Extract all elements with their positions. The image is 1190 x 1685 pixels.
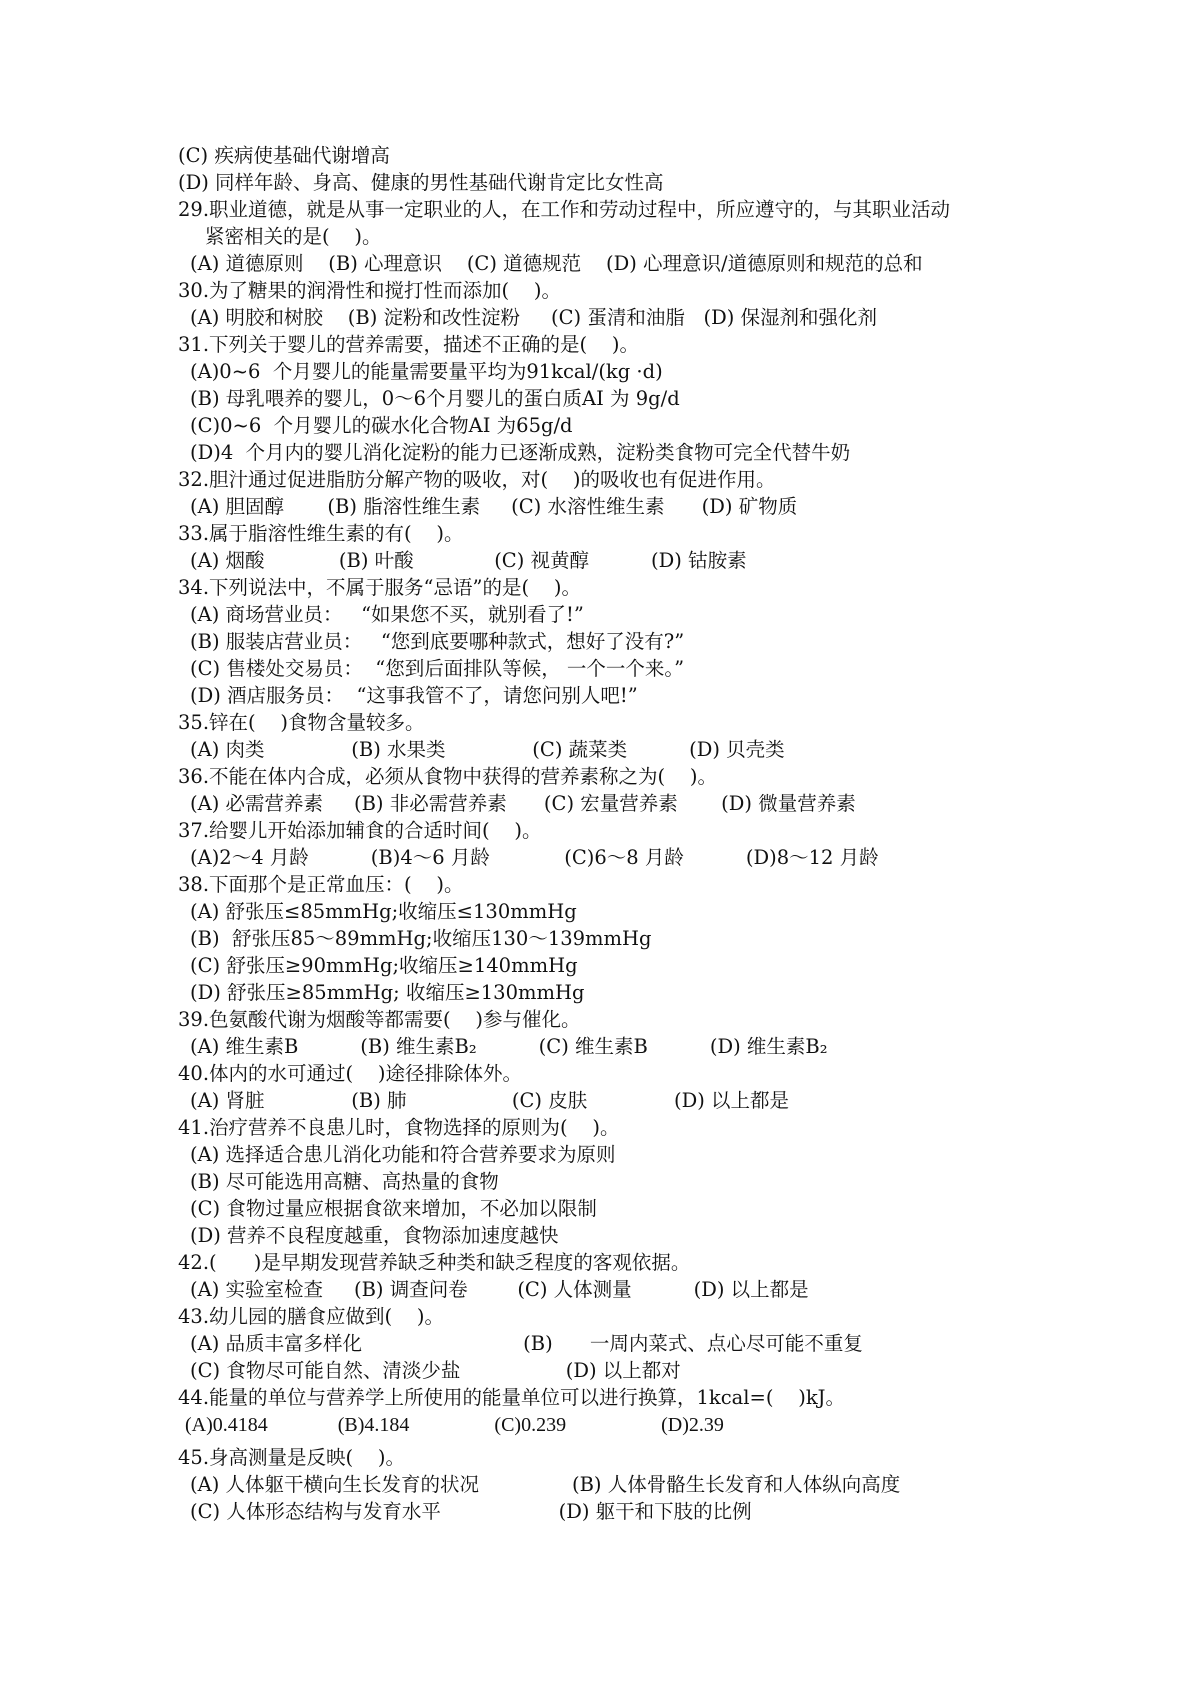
q39-options: (A) 维生素B (B) 维生素B₂ (C) 维生素B (D) 维生素B₂ <box>190 1035 828 1058</box>
q35-options: (A) 肉类 (B) 水果类 (C) 蔬菜类 (D) 贝壳类 <box>190 738 785 761</box>
q37-stem: 37.给婴儿开始添加辅食的合适时间( )。 <box>178 819 542 842</box>
q42-stem: 42.( )是早期发现营养缺乏种类和缺乏程度的客观依据。 <box>178 1251 691 1274</box>
q34-option-b: (B) 服装店营业员： “您到底要哪种款式，想好了没有?” <box>190 630 685 653</box>
q28-option-c: (C) 疾病使基础代谢增高 <box>178 144 390 167</box>
q45-options-cd: (C) 人体形态结构与发育水平 (D) 躯干和下肢的比例 <box>190 1500 752 1523</box>
q31-option-b: (B) 母乳喂养的婴儿，0～6个月婴儿的蛋白质AI 为 9g/d <box>190 387 680 410</box>
q41-stem: 41.治疗营养不良患儿时，食物选择的原则为( )。 <box>178 1116 620 1139</box>
q32-options: (A) 胆固醇 (B) 脂溶性维生素 (C) 水溶性维生素 (D) 矿物质 <box>190 495 798 518</box>
q41-option-d: (D) 营养不良程度越重，食物添加速度越快 <box>190 1224 559 1247</box>
q38-option-b: (B) 舒张压85～89mmHg;收缩压130～139mmHg <box>190 927 652 950</box>
q34-option-d: (D) 酒店服务员： “这事我管不了，请您问别人吧!” <box>190 684 638 707</box>
q34-option-a: (A) 商场营业员： “如果您不买，就别看了!” <box>190 603 584 626</box>
q43-options-ab: (A) 品质丰富多样化 (B) 一周内菜式、点心尽可能不重复 <box>190 1332 863 1355</box>
q38-option-a: (A) 舒张压≤85mmHg;收缩压≤130mmHg <box>190 900 577 923</box>
q31-option-c: (C)0~6 个月婴儿的碳水化合物AI 为65g/d <box>190 414 573 437</box>
q44-stem: 44.能量的单位与营养学上所使用的能量单位可以进行换算，1kcal=( )kJ。 <box>178 1386 845 1409</box>
q30-stem: 30.为了糖果的润滑性和搅打性而添加( )。 <box>178 279 562 302</box>
q43-stem: 43.幼儿园的膳食应做到( )。 <box>178 1305 445 1328</box>
q31-stem: 31.下列关于婴儿的营养需要，描述不正确的是( )。 <box>178 333 640 356</box>
q34-stem: 34.下列说法中，不属于服务“忌语”的是( )。 <box>178 576 581 599</box>
q40-options: (A) 肾脏 (B) 肺 (C) 皮肤 (D) 以上都是 <box>190 1089 790 1112</box>
q41-option-a: (A) 选择适合患儿消化功能和符合营养要求为原则 <box>190 1143 616 1166</box>
q31-option-d: (D)4 个月内的婴儿消化淀粉的能力已逐渐成熟，淀粉类食物可完全代替牛奶 <box>190 441 851 464</box>
q33-options: (A) 烟酸 (B) 叶酸 (C) 视黄醇 (D) 钴胺素 <box>190 549 747 572</box>
q31-option-a: (A)0~6 个月婴儿的能量需要量平均为91kcal/(kg ·d) <box>190 360 663 383</box>
q38-stem: 38.下面那个是正常血压：( )。 <box>178 873 464 896</box>
q38-option-c: (C) 舒张压≥90mmHg;收缩压≥140mmHg <box>190 954 578 977</box>
q45-stem: 45.身高测量是反映( )。 <box>178 1446 406 1469</box>
q43-options-cd: (C) 食物尽可能自然、清淡少盐 (D) 以上都对 <box>190 1359 681 1382</box>
q29-stem: 29.职业道德，就是从事一定职业的人，在工作和劳动过程中，所应遵守的，与其职业活动 <box>178 198 951 221</box>
q42-options: (A) 实验室检查 (B) 调查问卷 (C) 人体测量 (D) 以上都是 <box>190 1278 809 1301</box>
q34-option-c: (C) 售楼处交易员： “您到后面排队等候， 一个一个来。” <box>190 657 685 680</box>
q29-options: (A) 道德原则 (B) 心理意识 (C) 道德规范 (D) 心理意识/道德原则和规范的总和 <box>190 252 923 275</box>
q36-stem: 36.不能在体内合成，必须从食物中获得的营养素称之为( )。 <box>178 765 718 788</box>
q38-option-d: (D) 舒张压≥85mmHg; 收缩压≥130mmHg <box>190 981 585 1004</box>
q40-stem: 40.体内的水可通过( )途径排除体外。 <box>178 1062 523 1085</box>
q39-stem: 39.色氨酸代谢为烟酸等都需要( )参与催化。 <box>178 1008 581 1031</box>
q32-stem: 32.胆汁通过促进脂肪分解产物的吸收，对( )的吸收也有促进作用。 <box>178 468 776 491</box>
q36-options: (A) 必需营养素 (B) 非必需营养素 (C) 宏量营养素 (D) 微量营养素 <box>190 792 856 815</box>
q28-option-d: (D) 同样年龄、身高、健康的男性基础代谢肯定比女性高 <box>178 171 664 194</box>
q44-options: (A)0.4184 (B)4.184 (C)0.239 (D)2.39 <box>185 1414 724 1436</box>
q35-stem: 35.锌在( )食物含量较多。 <box>178 711 425 734</box>
q30-options: (A) 明胶和树胶 (B) 淀粉和改性淀粉 (C) 蛋清和油脂 (D) 保湿剂和强化剂 <box>190 306 878 329</box>
q45-options-ab: (A) 人体躯干横向生长发育的状况 (B) 人体骨骼生长发育和人体纵向高度 <box>190 1473 901 1496</box>
q41-option-c: (C) 食物过量应根据食欲来增加，不必加以限制 <box>190 1197 597 1220</box>
q33-stem: 33.属于脂溶性维生素的有( )。 <box>178 522 464 545</box>
q37-options: (A)2～4 月龄 (B)4～6 月龄 (C)6～8 月龄 (D)8～12 月龄 <box>190 846 879 869</box>
q41-option-b: (B) 尽可能选用高糖、高热量的食物 <box>190 1170 499 1193</box>
q29-stem-cont: 紧密相关的是( )。 <box>205 225 382 248</box>
